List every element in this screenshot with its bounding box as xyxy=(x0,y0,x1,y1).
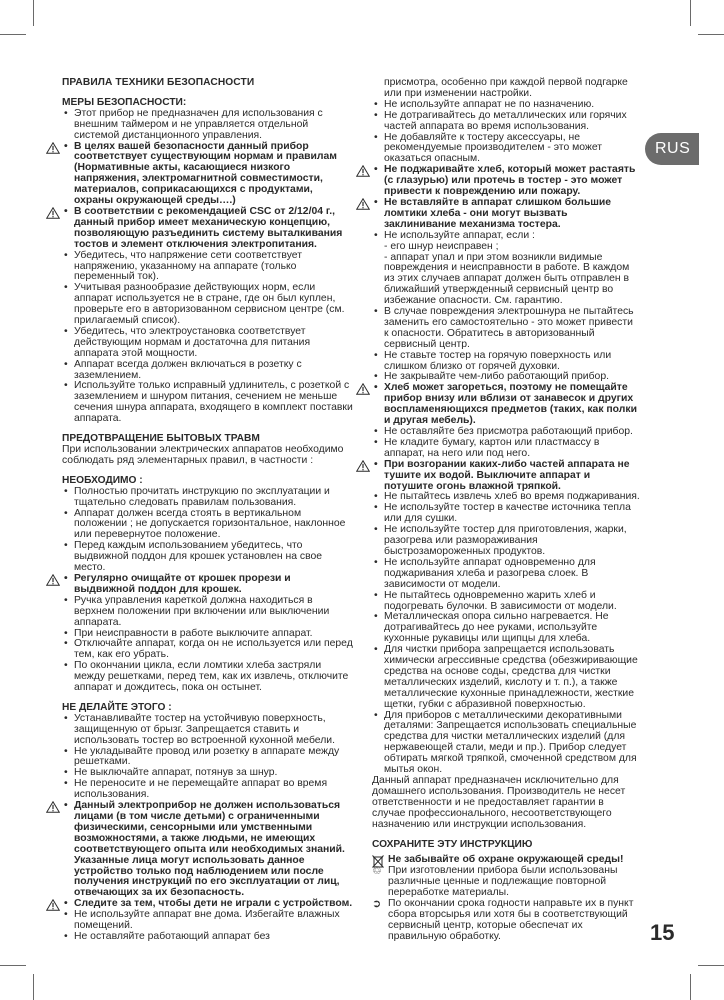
text: ПРЕДОТВРАЩЕНИЕ БЫТОВЫХ ТРАВМ xyxy=(62,433,260,445)
text: Не оставляйте работающий аппарат без xyxy=(74,930,270,942)
warning-item xyxy=(62,142,354,207)
warning-item xyxy=(372,460,640,493)
list-item xyxy=(372,711,640,776)
list-item xyxy=(372,438,640,460)
list-item xyxy=(62,747,354,769)
list-item xyxy=(62,509,354,542)
text: Учитывая разнообразие действующих норм, если аппарат используется не в стране, где он был куплен, проверьте его в авторизованном сервисном центре (см. прилагаемый список). xyxy=(74,282,345,327)
warning-icon xyxy=(46,207,60,219)
text: Убедитесь, что электроустановка соответствует действующим нормам и достаточна для питания аппарата этой мощности. xyxy=(74,325,311,359)
text: Следите за тем, чтобы дети не играли с устройством. xyxy=(74,898,353,910)
warning-item xyxy=(372,165,640,198)
text: При использовании электрических аппаратов необходимо соблюдать ряд элементарных правил, в частности : xyxy=(62,444,344,466)
text: Не используйте тостер для приготовления, жарки, разогрева или размораживания быстрозамороженных продуктов. xyxy=(384,524,627,557)
text: Аппарат должен всегда стоять в вертикальном положении ; не допускается горизонтальное, наклонное или перевернутое положение. xyxy=(74,507,346,541)
list-item xyxy=(62,251,354,284)
arrow-icon: ➲ xyxy=(372,898,382,911)
list-item-continuation xyxy=(372,253,640,308)
text: Не кладите бумагу, картон или пластмассу в аппарат, на него или под него. xyxy=(384,436,600,459)
text: Не пытайтесь извлечь хлеб во время поджаривания. xyxy=(384,491,640,503)
text: присмотра, особенно при каждой первой подгарке или при изменении настройки. xyxy=(384,77,628,99)
text: Не вставляйте в аппарат слишком большие ломтики хлеба - они могут вызвать заклинивание механизма тостера. xyxy=(384,196,612,230)
text: Не используйте аппарат вне дома. Избегайте влажных помещений. xyxy=(74,909,340,932)
list-item xyxy=(62,109,354,142)
text: Не укладывайте провод или розетку в аппарате между решетками. xyxy=(74,745,340,768)
crop-mark xyxy=(33,974,34,1000)
bullet: • xyxy=(64,140,68,152)
text: Не закрывайте чем-либо работающий прибор. xyxy=(384,371,610,383)
section-heading xyxy=(372,840,640,851)
warning-item xyxy=(372,383,640,427)
recycling-note xyxy=(372,866,640,899)
crop-mark xyxy=(33,0,34,26)
list-item xyxy=(62,639,354,661)
right-column xyxy=(372,78,640,943)
text: Металлическая опора сильно нагревается. Не дотрагивайтесь до нее руками, используйте кухонные рукавицы или щипцы для хлеба. xyxy=(384,611,609,645)
text: Данный электроприбор не должен использоваться лицами (в том числе детьми) с ограниченными физическими, сенсорными или умственными возможностями, а также людьми, не имеющих соответствующего опыта или необходимых знаний. Указанные лица могут использовать данное устройство только под наблюдением или после получения инструкций по его эксплуатации от лиц, отвечающих за их безопасность. xyxy=(74,800,345,899)
text: Не используйте аппарат не по назначению. xyxy=(384,98,595,110)
list-item xyxy=(372,351,640,373)
bullet: • xyxy=(374,164,378,176)
warning-icon xyxy=(356,383,370,395)
text: СОХРАНИТЕ ЭТУ ИНСТРУКЦИЮ xyxy=(372,838,533,850)
list-item xyxy=(372,231,640,242)
text: Не используйте аппарат одновременно для поджаривания хлеба и разогрева слоек. В зависимости от модели. xyxy=(384,556,596,590)
text: По окончании цикла, если ломтики хлеба застряли между решетками, перед тем, как их извлечь, отключите аппарат и дождитесь, пока он остынет. xyxy=(74,660,349,694)
text: Отключайте аппарат, когда он не используется или перед тем, как его убрать. xyxy=(74,638,353,661)
list-item xyxy=(62,661,354,694)
crop-mark xyxy=(0,34,26,35)
list-item xyxy=(62,541,354,574)
bullet: • xyxy=(64,572,68,584)
text: Данный аппарат предназначен исключительно для домашнего использования. Производитель не несет ответственности и не предоставляет гарантии в случае профессионального, несоответствующего назначению или инструкции использования. xyxy=(372,775,626,830)
warning-item xyxy=(62,207,354,251)
text: При изготовлении прибора были использованы различные ценные и подлежащие повторной переработке материалы. xyxy=(388,865,618,899)
text: В случае повреждения электрошнура не пытайтесь заменить его самостоятельно - это может привести к опасности. Обратитесь в авторизованный сервисный центр. xyxy=(384,306,634,350)
text: Не поджаривайте хлеб, который может растаять (с глазурью) или протечь в тостер - это может привести к повреждению или пожару. xyxy=(384,164,636,198)
list-item xyxy=(372,645,640,710)
list-item xyxy=(62,283,354,327)
text: МЕРЫ БЕЗОПАСНОСТИ: xyxy=(62,96,187,108)
warning-icon xyxy=(46,142,60,154)
text: Не забывайте об охране окружающей среды! xyxy=(388,854,624,866)
text: Не выключайте аппарат, потянув за шнур. xyxy=(74,767,278,779)
crop-mark xyxy=(698,965,724,966)
text: ПРАВИЛА ТЕХНИКИ БЕЗОПАСНОСТИ xyxy=(62,77,255,88)
list-item xyxy=(372,133,640,166)
list-item xyxy=(372,525,640,558)
list-item xyxy=(62,360,354,382)
warning-icon xyxy=(356,460,370,472)
page-number: 15 xyxy=(650,920,675,945)
text: Не используйте тостер в качестве источника тепла или для сушки. xyxy=(384,502,631,525)
list-item xyxy=(62,487,354,509)
text: Регулярно очищайте от крошек прорези и выдвижной поддон для крошек. xyxy=(74,572,291,595)
paragraph xyxy=(372,776,640,831)
list-item-continuation xyxy=(372,78,640,100)
text: Не пытайтесь одновременно жарить хлеб и подогревать булочки. В зависимости от модели. xyxy=(384,589,617,612)
list-item xyxy=(372,591,640,613)
warning-item xyxy=(372,198,640,231)
warning-icon xyxy=(46,801,60,813)
language-tab: RUS xyxy=(645,133,699,165)
text: Для приборов с металлическими декоративными деталями: Запрещается использовать специальные средства для чистки металлических изделий (для нержавеющей стали, меди и пр.). Прибор следует обтирать мягкой тряпкой, смоченной средством для мытья окон. xyxy=(384,709,637,776)
list-item xyxy=(62,932,354,943)
text: Не оставляйте без присмотра работающий прибор. xyxy=(384,426,633,437)
text: Этот прибор не предназначен для использования с внешним таймером и не управляется отдельной системой дистанционного управления. xyxy=(74,107,323,141)
warning-icon xyxy=(46,574,60,586)
text: НЕОБХОДИМО : xyxy=(62,474,143,486)
list-item xyxy=(62,596,354,629)
list-item xyxy=(372,503,640,525)
text: Убедитесь, что напряжение сети соответствует напряжению, указанному на аппарате (только переменный ток). xyxy=(74,249,302,283)
list-item xyxy=(62,779,354,801)
bullet: • xyxy=(374,382,378,394)
crop-mark xyxy=(0,965,26,966)
text: Устанавливайте тостер на устойчивую поверхность, защищенную от брызг. Запрещается ставить и использовать тостер во встроенной кухонной мебели. xyxy=(74,712,335,746)
warning-item xyxy=(62,801,354,899)
warning-icon xyxy=(356,198,370,210)
list-item xyxy=(372,558,640,591)
list-item xyxy=(62,327,354,360)
text: Не дотрагивайтесь до металлических или горячих частей аппарата во время использования. xyxy=(384,109,627,132)
text: Не ставьте тостер на горячую поверхность или слишком близко от горячей духовки. xyxy=(384,349,612,372)
recycle-icon: ♲ xyxy=(372,865,382,878)
section-title xyxy=(62,78,354,89)
disposal-note xyxy=(372,899,640,943)
left-column xyxy=(62,78,354,943)
text: Не добавляйте к тостеру аксессуары, не рекомендуемые производителем - это может оказаться опасным. xyxy=(384,131,603,165)
text: По окончании срока годности направьте их в пункт сбора вторсырья или хотя бы в соответствующий сервисный центр, которые обеспечат их правильную обработку. xyxy=(388,898,634,942)
text: НЕ ДЕЛАЙТЕ ЭТОГО : xyxy=(62,701,172,713)
text: Хлеб может загореться, поэтому не помещайте прибор внизу или вблизи от занавесок и других воспламеняющихся предметов (таких, как полки и другая мебель). xyxy=(384,382,637,427)
text: Для чистки прибора запрещается использовать химически агрессивные средства (обезжиривающие средства на основе соды, средства для чистки металлических изделий, кислоту и т. п.), а также металлические кухонные принадлежности, жесткие щетки, губки с абразивной поверхностью. xyxy=(384,644,638,710)
bullet: • xyxy=(374,458,378,470)
crop-mark xyxy=(690,974,691,1000)
list-item xyxy=(372,111,640,133)
list-item xyxy=(62,381,354,425)
text: При возгорании каких-либо частей аппарата не тушите их водой. Выключите аппарат и потушите огонь влажной тряпкой. xyxy=(384,458,630,492)
list-item xyxy=(62,910,354,932)
text: В соответствии с рекомендацией CSC от 2/12/04 г., данный прибор имеет механическую концепцию, позволяющую разъединить систему выталкивания тостов и элемент отключения электропитания. xyxy=(74,205,343,250)
text: В целях вашей безопасности данный прибор соответствует существующим нормам и правилам (Нормативные акты, касающиеся низкого напряжения, электромагнитной совместимости, материалов, соприкасающихся с продуктами, охраны окружающей среды….) xyxy=(74,140,337,207)
list-item xyxy=(372,612,640,645)
bullet: • xyxy=(64,898,68,910)
text: Используйте только исправный удлинитель, с розеткой с заземлением и шнуром питания, сечением не меньше сечения шнура аппарата, входящего в комплект поставки аппарата. xyxy=(74,380,353,425)
crop-mark xyxy=(698,34,724,35)
text: Перед каждым использованием убедитесь, что выдвижной поддон для крошек установлен на свое место. xyxy=(74,540,323,574)
bullet: • xyxy=(64,800,68,812)
text: Аппарат всегда должен включаться в розетку с заземлением. xyxy=(74,358,302,381)
paragraph xyxy=(62,445,354,467)
text: Не используйте аппарат, если : xyxy=(384,229,535,241)
text: Ручка управления кареткой должна находиться в верхнем положении при включении или выключении аппарата. xyxy=(74,594,330,628)
crop-mark xyxy=(690,0,691,26)
text: Не переносите и не перемещайте аппарат во время использования. xyxy=(74,778,328,801)
bullet: • xyxy=(64,205,68,217)
list-item xyxy=(372,307,640,351)
text: - аппарат упал и при этом возникли видимые повреждения и неисправности в работе. В каждом из этих случаев аппарат должен быть отправлен в ближайший утвержденный сервисный центр во избежание опасности. См. гарантию. xyxy=(384,251,630,307)
text: Полностью прочитать инструкцию по эксплуатации и тщательно следовать правилам пользования. xyxy=(74,485,330,508)
list-item xyxy=(62,714,354,747)
warning-icon xyxy=(46,899,60,911)
warning-item xyxy=(62,574,354,596)
bullet: • xyxy=(374,196,378,208)
text: При неисправности в работе выключите аппарат. xyxy=(74,627,313,639)
warning-icon xyxy=(356,165,370,177)
text: - его шнур неисправен ; xyxy=(384,240,499,252)
